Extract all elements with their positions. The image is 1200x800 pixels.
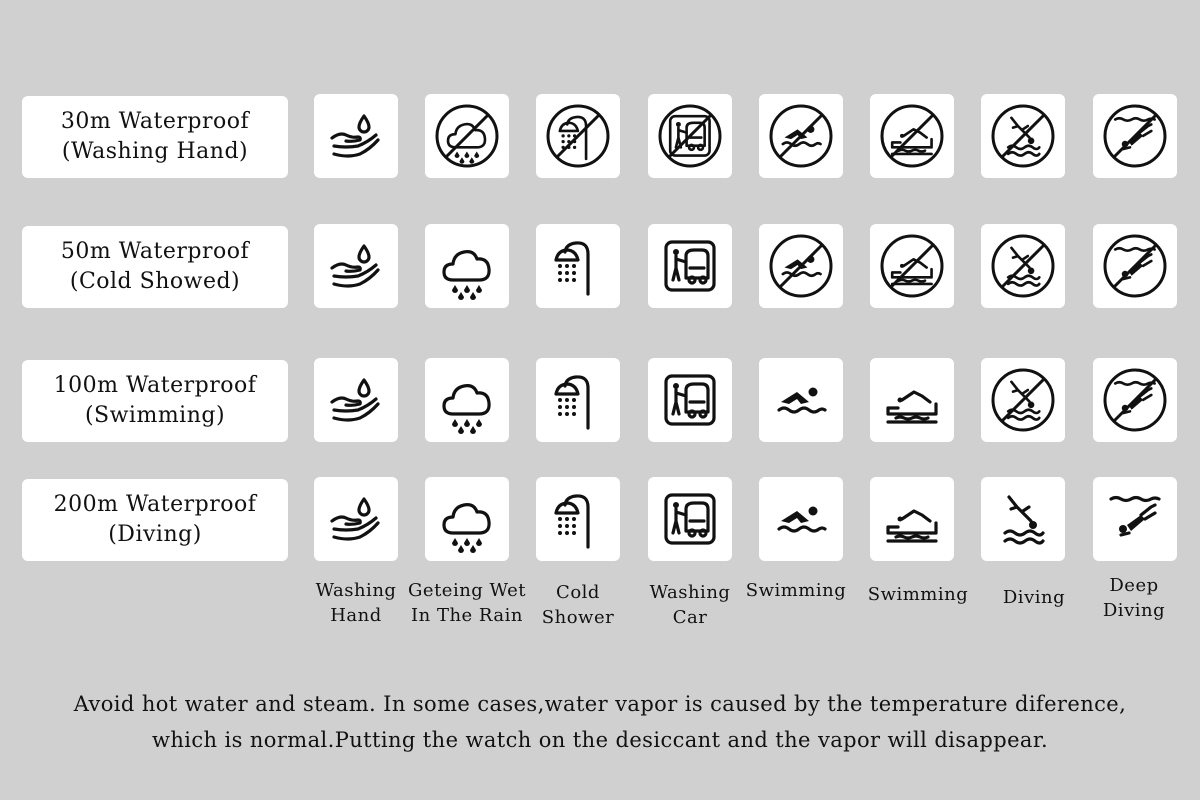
- rain-cloud-icon: [425, 94, 509, 178]
- row-label-subtitle: (Diving): [108, 522, 202, 547]
- washing-hand-icon: [314, 358, 398, 442]
- rain-cloud-icon: [425, 358, 509, 442]
- diving-icon: [981, 94, 1065, 178]
- caption-line: In The Rain: [411, 605, 523, 626]
- caption-line: Swimming: [745, 580, 847, 601]
- caption-swimming: [734, 578, 858, 603]
- caption-line: Swimming: [867, 584, 969, 605]
- swimming-icon: [759, 94, 843, 178]
- row-label-title: 200m Waterproof: [53, 492, 257, 517]
- caption-line: Car: [672, 607, 708, 628]
- caption-line: Washing: [315, 580, 397, 601]
- pool-dive-icon: [870, 224, 954, 308]
- pool-dive-icon: [870, 94, 954, 178]
- diving-icon: [981, 224, 1065, 308]
- washing-hand-icon: [314, 477, 398, 561]
- caption-swimming-pool: [856, 582, 980, 607]
- row-label-subtitle: (Cold Showed): [69, 269, 241, 294]
- shower-icon: [536, 358, 620, 442]
- diving-icon: [981, 477, 1065, 561]
- rain-cloud-icon: [425, 477, 509, 561]
- caption-line: Diving: [1102, 600, 1166, 621]
- row-label-200m: [22, 479, 288, 561]
- scuba-diving-icon: [1093, 477, 1177, 561]
- car-wash-icon: [648, 94, 732, 178]
- care-note-line: Avoid hot water and steam. In some cases,water vapor is caused by the temperature diference,: [73, 692, 1127, 716]
- car-wash-icon: [648, 477, 732, 561]
- care-note-line: which is normal.Putting the watch on the desiccant and the vapor will disappear.: [151, 728, 1049, 752]
- caption-line: Cold: [556, 582, 600, 603]
- caption-line: Shower: [541, 607, 615, 628]
- shower-icon: [536, 94, 620, 178]
- swimming-icon: [759, 477, 843, 561]
- washing-hand-icon: [314, 224, 398, 308]
- caption-line: Diving: [1002, 587, 1066, 608]
- shower-icon: [536, 224, 620, 308]
- care-note: [0, 686, 1200, 758]
- caption-washing-hand: [294, 578, 418, 628]
- row-label-30m: [22, 96, 288, 178]
- row-label-subtitle: (Washing Hand): [61, 139, 249, 164]
- scuba-diving-icon: [1093, 94, 1177, 178]
- pool-dive-icon: [870, 477, 954, 561]
- row-label-title: 100m Waterproof: [53, 373, 257, 398]
- row-label-100m: [22, 360, 288, 442]
- row-label-subtitle: (Swimming): [84, 403, 226, 428]
- scuba-diving-icon: [1093, 224, 1177, 308]
- shower-icon: [536, 477, 620, 561]
- row-label-50m: [22, 226, 288, 308]
- caption-line: Geteing Wet: [408, 580, 526, 601]
- rain-cloud-icon: [425, 224, 509, 308]
- caption-deep-diving: [1072, 573, 1196, 623]
- row-label-title: 50m Waterproof: [60, 239, 250, 264]
- pool-dive-icon: [870, 358, 954, 442]
- caption-line: Washing: [649, 582, 731, 603]
- caption-rain: [405, 578, 529, 628]
- caption-cold-shower: [516, 580, 640, 630]
- scuba-diving-icon: [1093, 358, 1177, 442]
- swimming-icon: [759, 224, 843, 308]
- diving-icon: [981, 358, 1065, 442]
- car-wash-icon: [648, 224, 732, 308]
- caption-line: Deep: [1109, 575, 1159, 596]
- swimming-icon: [759, 358, 843, 442]
- car-wash-icon: [648, 358, 732, 442]
- washing-hand-icon: [314, 94, 398, 178]
- caption-line: Hand: [330, 605, 382, 626]
- row-label-title: 30m Waterproof: [60, 109, 250, 134]
